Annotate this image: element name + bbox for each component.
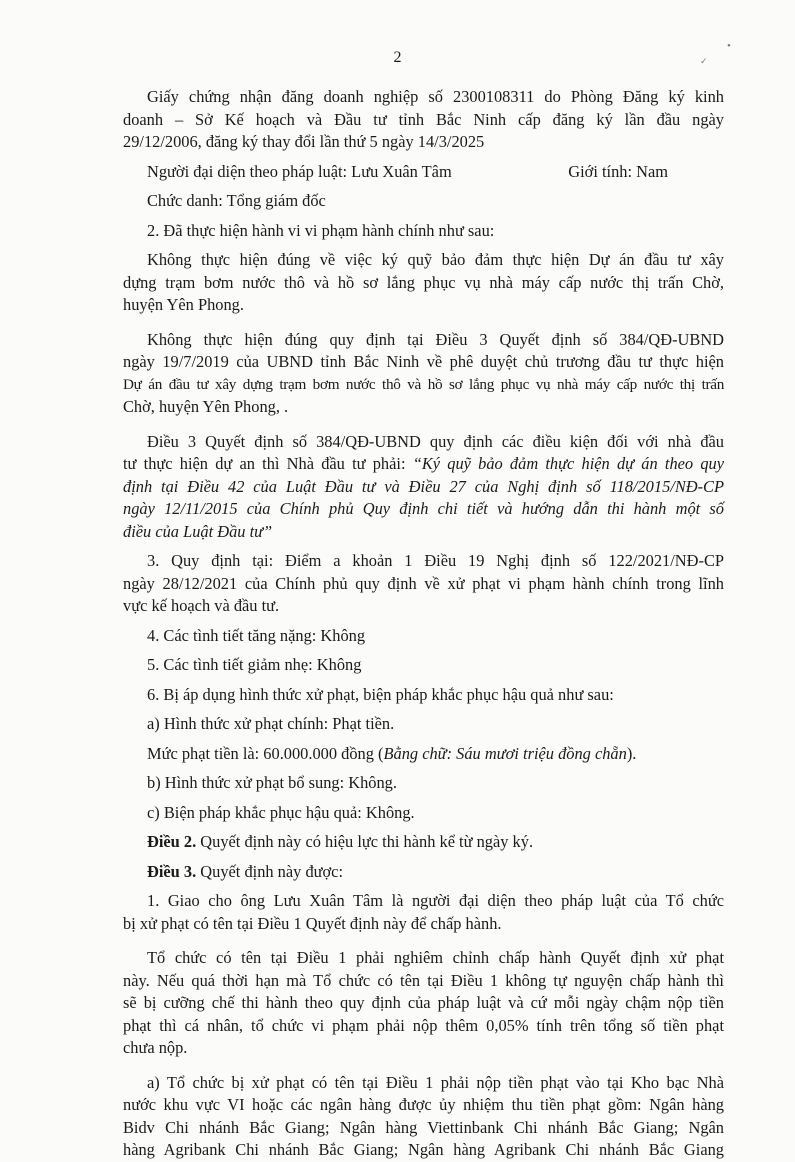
text-span: tư thực hiện dự an thì Nhà đầu tư phải: [123, 454, 413, 473]
article-text: Quyết định này có hiệu lực thi hành kể từ ngày ký. [196, 832, 534, 851]
fine-in-words: Bằng chữ: Sáu mươi triệu đồng chẵn [383, 743, 627, 763]
item-3 [123, 550, 724, 618]
text-line: bị xử phạt có tên tại Điều 1 Quyết định này để chấp hành. [123, 913, 502, 933]
text-line: Bidv Chi nhánh Bắc Giang; Ngân hàng Viettinbank Chi nhánh Bắc Giang; Ngân [123, 1117, 724, 1137]
text-line: 3. Quy định tại: Điểm a khoản 1 Điều 19 Nghị định số 122/2021/NĐ-CP [147, 551, 724, 570]
text-line: sẽ bị cưỡng chế thi hành theo quy định của pháp luật và cứ mỗi ngày chậm nộp tiền [123, 993, 724, 1012]
text-line: Giấy chứng nhận đăng doanh nghiệp số 2300108311 do Phòng Đăng ký kinh [147, 87, 724, 106]
position-line: Chức danh: Tổng giám đốc [147, 191, 326, 210]
document-body [123, 86, 724, 1162]
item-2: 2. Đã thực hiện hành vi vi phạm hành chính như sau: [147, 220, 495, 240]
item-6: 6. Bị áp dụng hình thức xử phạt, biện pháp khắc phục hậu quả như sau: [147, 684, 614, 704]
article-label: Điều 2. [147, 832, 197, 851]
text-line: ngày 19/7/2019 của UBND tỉnh Bắc Ninh về phê duyệt chủ trương đầu tư thực hiện [123, 352, 724, 371]
violation-paragraph-1 [123, 249, 724, 317]
text-line: a) Tổ chức bị xử phạt có tên tại Điều 1 phải nộp tiền phạt vào tại Kho bạc Nhà [147, 1072, 724, 1092]
text-line: nước khu vực VI hoặc các ngân hàng được ủy nhiệm thu tiền phạt gồm: Ngân hàng [123, 1095, 724, 1114]
article-3 [123, 861, 724, 884]
text-line: ngày 28/12/2021 của Chính phủ quy định về xử phạt vi phạm hành chính trong lĩnh [123, 573, 724, 593]
text-line [123, 453, 724, 476]
quote-span: “Ký quỹ bảo đảm thực hiện dự án theo quy [412, 454, 725, 473]
text-line: định tại Điều 42 của Luật Đầu tư và Điều 27 của Nghị định số 118/2015/NĐ-CP [123, 476, 724, 496]
item-5: 5. Các tình tiết giảm nhẹ: Không [147, 655, 362, 674]
article-2 [123, 831, 724, 854]
text-line: Điều 3 Quyết định số 384/QĐ-UBND quy định các điều kiện đối với nhà đầu [147, 431, 724, 451]
text-line: Không thực hiện đúng quy định tại Điều 3 Quyết định số 384/QĐ-UBND [147, 329, 724, 349]
item-6b: b) Hình thức xử phạt bổ sung: Không. [147, 773, 397, 792]
text-line: điều của Luật Đầu tư” [123, 521, 273, 541]
violation-paragraph-2 [123, 329, 724, 419]
text-line: vực kế hoạch và đầu tư. [123, 596, 280, 615]
item-6a: a) Hình thức xử phạt chính: Phạt tiền. [147, 714, 395, 733]
article-3-item-1 [123, 890, 724, 935]
text-line: Dự án đầu tư xây dựng trạm bơm nước thô và hồ sơ lắng phục vụ nhà máy cấp nước thị trấn [123, 375, 724, 393]
scan-speck: ✓ [700, 56, 708, 66]
payment-paragraph [123, 1072, 724, 1162]
representative-row [123, 161, 724, 184]
text-line: 29/12/2006, đăng ký thay đổi lần thứ 5 ngày 14/3/2025 [123, 132, 485, 151]
text-line: Không thực hiện đúng về việc ký quỹ bảo đảm thực hiện Dự án đầu tư xây [147, 250, 724, 269]
text-line: 1. Giao cho ông Lưu Xuân Tâm là người đại diện theo pháp luật của Tổ chức [147, 891, 724, 910]
representative-name: Người đại diện theo pháp luật: Lưu Xuân Tâm [147, 161, 452, 181]
item-4: 4. Các tình tiết tăng nặng: Không [147, 625, 366, 645]
text-line: huyện Yên Phong. [123, 295, 244, 314]
text-line: phạt thì cá nhân, tổ chức vi phạm phải nộp thêm 0,05% tính trên tổng số tiền phạt [123, 1015, 724, 1035]
page-number: 2 [393, 49, 402, 66]
article-3-conditions [123, 431, 724, 544]
fine-label: Mức phạt tiền là: 60.000.000 đồng ( [147, 743, 384, 763]
text-line: ngày 12/11/2015 của Chính phủ Quy định chi tiết và hướng dẫn thi hành một số [123, 499, 724, 518]
scan-speck: • [727, 40, 731, 52]
fine-amount [123, 743, 724, 766]
text-line: Chờ, huyện Yên Phong, . [123, 397, 289, 416]
text-line: dựng trạm bơm nước thô và hồ sơ lắng phục vụ nhà máy cấp nước thị trấn Chờ, [123, 272, 724, 292]
article-label: Điều 3. [147, 861, 197, 881]
article-text: Quyết định này được: [196, 861, 344, 881]
item-6c: c) Biện pháp khắc phục hậu quả: Không. [147, 802, 415, 822]
representative-gender: Giới tính: Nam [568, 161, 668, 181]
text-line: Tổ chức có tên tại Điều 1 phải nghiêm chỉnh chấp hành Quyết định xử phạt [147, 948, 724, 967]
text-line: chưa nộp. [123, 1038, 188, 1057]
text-line: này. Nếu quá thời hạn mà Tổ chức có tên tại Điều 1 không tự nguyện chấp hành thì [123, 970, 724, 990]
fine-close: ). [626, 743, 637, 763]
text-line: hàng Agribank Chi nhánh Bắc Giang; Ngân hàng Agribank Chi nhánh Bắc Giang [123, 1140, 724, 1159]
registration-paragraph [123, 86, 724, 154]
compliance-paragraph [123, 947, 724, 1060]
text-line: doanh – Sở Kế hoạch và Đầu tư tỉnh Bắc Ninh cấp đăng ký lần đầu ngày [123, 109, 724, 129]
